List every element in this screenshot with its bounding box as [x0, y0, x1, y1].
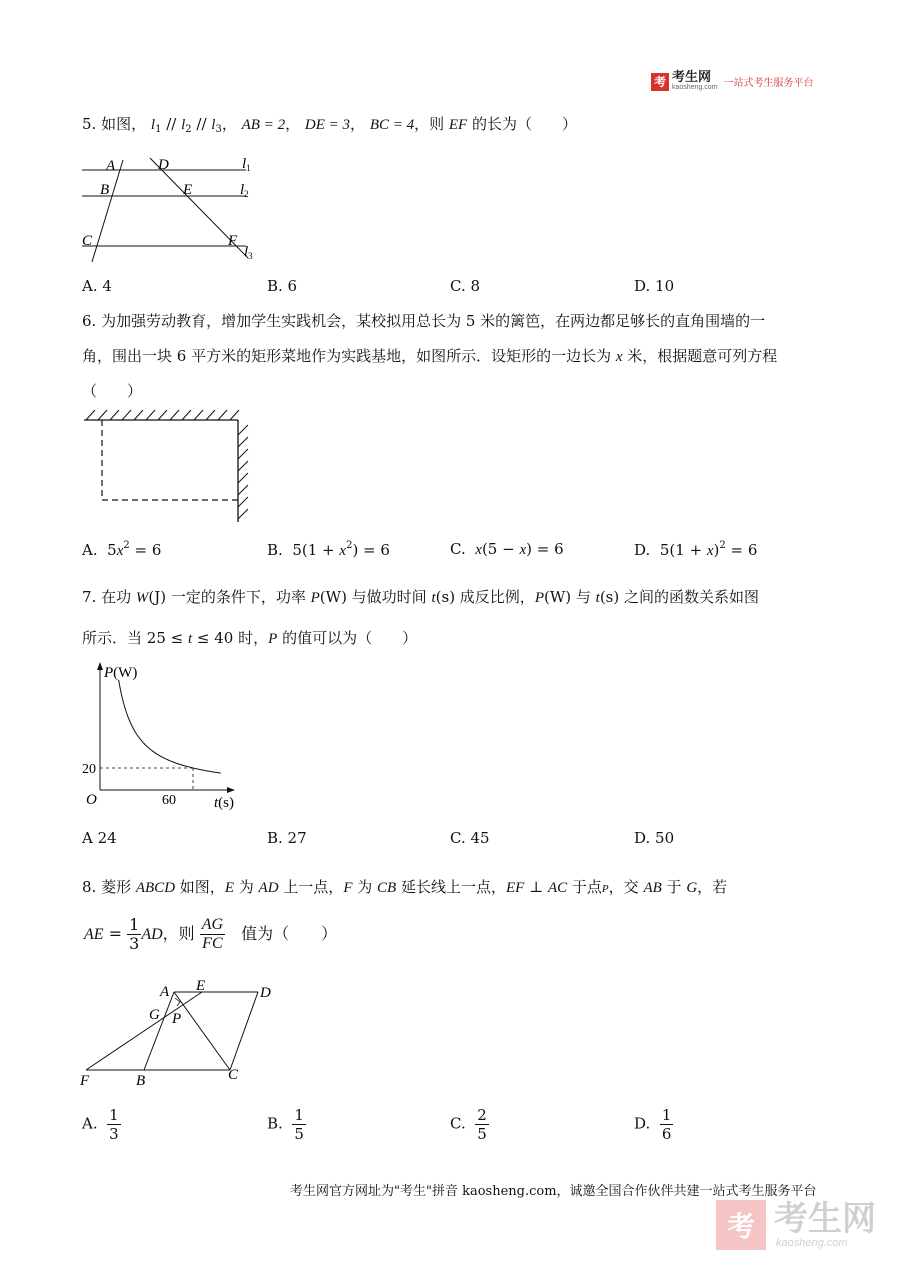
- x-axis-label: t(s): [214, 795, 234, 810]
- q8-option-a[interactable]: A. $\frac{1}{3}$: [82, 1106, 119, 1143]
- wall-hatch-top: [86, 410, 239, 420]
- label-l3: $l_3$: [244, 244, 253, 261]
- q7-option-b[interactable]: B. 27: [267, 829, 307, 847]
- q5-figure: [78, 150, 268, 270]
- footer-text: 考生网官方网址为"考生"拼音 kaosheng.com，诚邀全国合作伙伴共建一站式考生服务平台: [290, 1184, 817, 1199]
- q8-figure: [78, 975, 288, 1090]
- q7-option-d[interactable]: D. 50: [634, 829, 675, 847]
- label-C: C: [228, 1067, 239, 1083]
- y-tick-label: 20: [82, 762, 96, 777]
- question-7-line1: 7. 在功 W(J) 一定的条件下，功率 P(W) 与做功时间 t(s) 成反比例，P(W) 与 t(s) 之间的函数关系如图: [82, 588, 759, 606]
- q5-option-c[interactable]: C. 8: [450, 277, 481, 295]
- q5-option-d[interactable]: D. 10: [634, 277, 675, 295]
- label-C: C: [82, 233, 93, 249]
- label-B: B: [100, 182, 110, 198]
- question-5-stem: 5. 如图， $l_1 // l_2 // l_3$， AB = 2， DE = 3， BC = 4，则 EF 的长为（ ）: [82, 115, 577, 135]
- label-E: E: [196, 978, 206, 994]
- label-B: B: [136, 1073, 146, 1089]
- wall-hatch-right: [238, 425, 248, 519]
- header-logo: [651, 72, 814, 91]
- q5-option-b[interactable]: B. 6: [267, 277, 298, 295]
- watermark-mark: 考: [716, 1200, 766, 1250]
- watermark-logo: [716, 1200, 876, 1250]
- label-F: F: [80, 1073, 90, 1089]
- y-axis-arrow: [97, 662, 103, 670]
- question-6-line3: （ ）: [82, 382, 143, 400]
- x-axis-arrow: [227, 787, 235, 793]
- logo-domain: kaosheng.com: [672, 84, 718, 91]
- label-P: P: [172, 1011, 182, 1027]
- watermark-domain: kaosheng.com: [776, 1237, 848, 1249]
- label-F: F: [228, 233, 238, 249]
- label-E: E: [183, 182, 193, 198]
- inverse-curve: [119, 680, 221, 773]
- label-A: A: [160, 984, 170, 1000]
- q6-option-d[interactable]: D. $5(1 + x)^2 = 6$: [634, 540, 758, 559]
- q7-option-a[interactable]: A 24: [82, 829, 117, 847]
- label-G: G: [149, 1007, 160, 1023]
- label-D: D: [158, 157, 169, 173]
- q8-option-d[interactable]: D. $\frac{1}{6}$: [634, 1106, 672, 1143]
- logo-name: 考生网: [672, 70, 712, 85]
- logo-tagline: 一站式考生服务平台: [723, 78, 814, 89]
- question-7-line2: 所示．当 25 ≤ t ≤ 40 时，P 的值可以为（ ）: [82, 629, 418, 647]
- question-8-line2: AE = $\frac{1}{3}$ AD，则 $\frac{AG}{FC}$ 值为（ ）: [84, 915, 338, 953]
- watermark-name: 考生网: [774, 1199, 876, 1239]
- origin-label: O: [86, 792, 97, 808]
- fence-dashed: [102, 420, 238, 500]
- q7-figure: [78, 660, 258, 810]
- segment-ac: [92, 160, 123, 262]
- question-8-line1: 8. 菱形 ABCD 如图，E 为 AD 上一点，F 为 CB 延长线上一点，EF ⊥ AC 于点P，交 AB 于 G，若: [82, 878, 728, 896]
- label-l1: $l_1$: [242, 156, 251, 173]
- q6-option-c[interactable]: C. x(5 − x) = 6: [450, 540, 564, 558]
- x-tick-label: 60: [162, 793, 176, 808]
- q7-option-c[interactable]: C. 45: [450, 829, 490, 847]
- y-axis-label: P(W): [104, 665, 138, 681]
- q6-option-b[interactable]: B. $5(1 + x^2) = 6$: [267, 540, 390, 559]
- segment-dc: [230, 992, 258, 1070]
- question-6-line2: 角，围出一块 6 平方米的矩形菜地作为实践基地，如图所示．设矩形的一边长为 x 米，根据题意可列方程: [82, 347, 778, 365]
- q5-option-a[interactable]: A. 4: [82, 277, 112, 295]
- segment-ab: [144, 992, 174, 1070]
- q8-option-c[interactable]: C. $\frac{2}{5}$: [450, 1106, 487, 1143]
- question-6-line1: 6. 为加强劳动教育，增加学生实践机会，某校拟用总长为 5 米的篱笆，在两边都足够长的直角围墙的一: [82, 312, 766, 330]
- segment-ac: [174, 992, 230, 1070]
- label-A: A: [106, 158, 116, 174]
- segment-fe: [86, 992, 202, 1070]
- label-D: D: [260, 985, 271, 1001]
- q8-option-b[interactable]: B. $\frac{1}{5}$: [267, 1106, 304, 1143]
- q6-figure: [80, 405, 260, 527]
- q6-option-a[interactable]: A. $5x^2 = 6$: [82, 540, 162, 559]
- label-l2: $l_2$: [240, 182, 249, 199]
- logo-mark: 考: [651, 73, 669, 91]
